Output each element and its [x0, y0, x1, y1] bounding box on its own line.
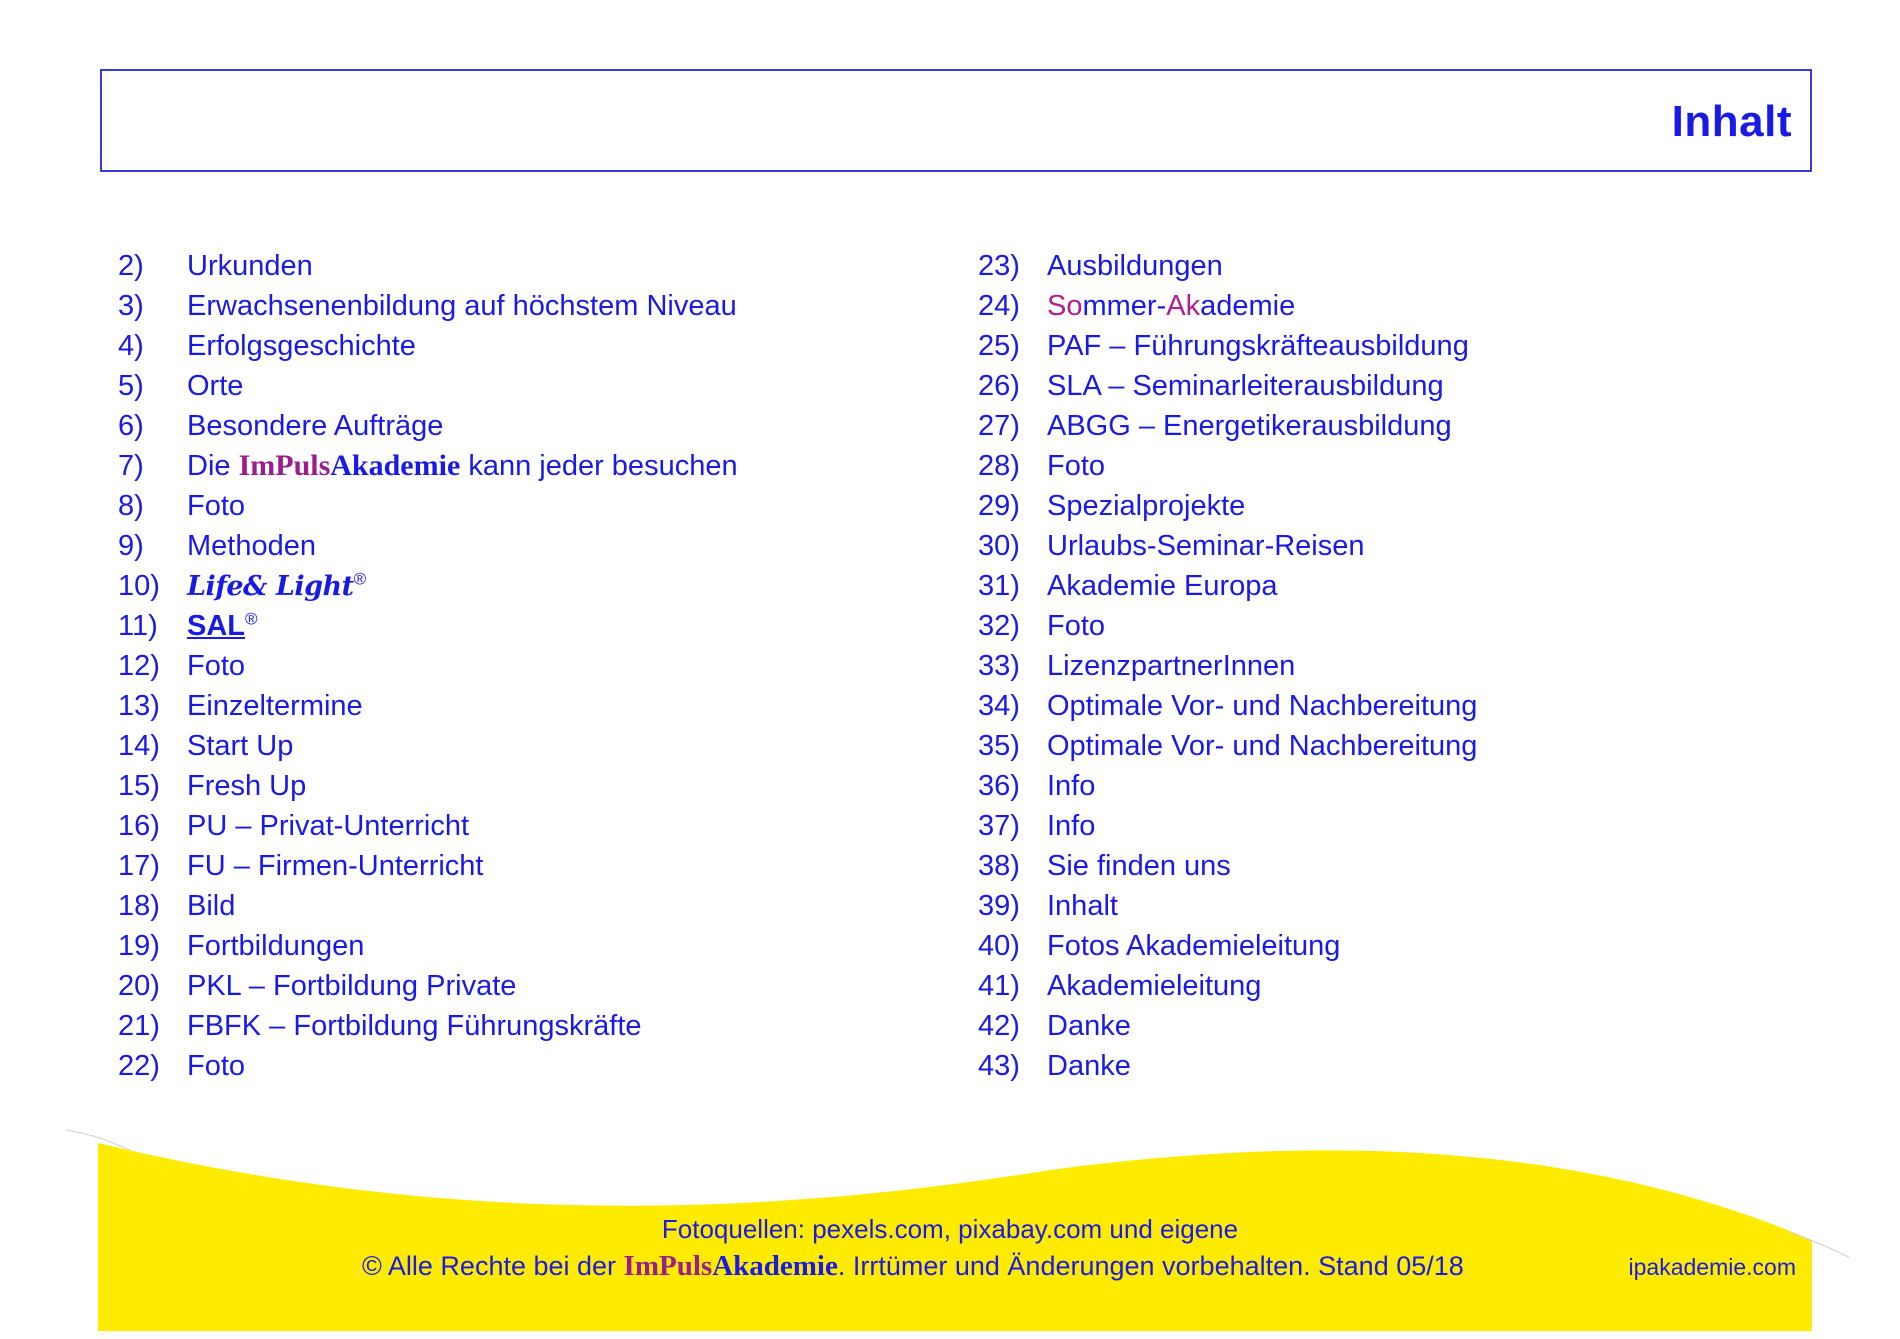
toc-label: Akademie Europa	[1047, 570, 1278, 602]
toc-item[interactable]	[978, 366, 1477, 406]
toc-number: 4)	[118, 330, 144, 362]
toc-item[interactable]	[978, 806, 1477, 846]
toc-number: 37)	[978, 810, 1020, 842]
label-part-so: So	[1047, 290, 1083, 322]
toc-item[interactable]	[118, 1046, 738, 1086]
toc-number: 43)	[978, 1050, 1020, 1082]
toc-item[interactable]	[978, 606, 1477, 646]
toc-item[interactable]	[978, 646, 1477, 686]
toc-number: 21)	[118, 1010, 160, 1042]
label-part-ademie: ademie	[1200, 290, 1296, 322]
toc-label: Info	[1047, 810, 1096, 842]
toc-label: Einzeltermine	[187, 690, 363, 722]
toc-label: ABGG – Energetikerausbildung	[1047, 410, 1452, 442]
toc-number: 29)	[978, 490, 1020, 522]
toc-label: Erwachsenenbildung auf höchstem Niveau	[187, 290, 737, 322]
toc-label: Erfolgsgeschichte	[187, 330, 416, 362]
toc-number: 36)	[978, 770, 1020, 802]
toc-label: Danke	[1047, 1010, 1131, 1042]
toc-right-column	[978, 246, 1477, 1086]
toc-number: 5)	[118, 370, 144, 402]
toc-number: 17)	[118, 850, 160, 882]
toc-label: PKL – Fortbildung Private	[187, 970, 517, 1002]
toc-label: Urlaubs-Seminar-Reisen	[1047, 530, 1365, 562]
toc-number: 15)	[118, 770, 160, 802]
toc-item[interactable]	[978, 1046, 1477, 1086]
toc-number: 27)	[978, 410, 1020, 442]
toc-label: Orte	[187, 370, 244, 402]
toc-label: Optimale Vor- und Nachbereitung	[1047, 730, 1478, 762]
toc-label	[187, 450, 738, 482]
toc-item[interactable]	[118, 486, 738, 526]
toc-label: FU – Firmen-Unterricht	[187, 850, 484, 882]
toc-item[interactable]	[118, 566, 738, 606]
toc-number: 41)	[978, 970, 1020, 1002]
toc-item[interactable]	[118, 446, 738, 486]
toc-label: Foto	[187, 490, 246, 522]
toc-label: Urkunden	[187, 250, 313, 282]
toc-label: Info	[1047, 770, 1096, 802]
toc-item[interactable]	[978, 406, 1477, 446]
toc-label: Bild	[187, 890, 236, 922]
brand-part-impuls: ImPuls	[623, 1250, 713, 1282]
toc-item[interactable]	[118, 1006, 738, 1046]
toc-number: 20)	[118, 970, 160, 1002]
toc-label: Spezialprojekte	[1047, 490, 1246, 522]
toc-item[interactable]	[978, 726, 1477, 766]
toc-number: 40)	[978, 930, 1020, 962]
toc-item[interactable]	[978, 526, 1477, 566]
toc-label: Foto	[1047, 450, 1106, 482]
toc-label: Fortbildungen	[187, 930, 365, 962]
toc-number: 18)	[118, 890, 160, 922]
title-box	[100, 69, 1812, 172]
toc-item[interactable]	[118, 726, 738, 766]
copyright-suffix: . Irrtümer und Änderungen vorbehalten. Stand 05/18	[837, 1251, 1464, 1281]
toc-number: 6)	[118, 410, 144, 442]
toc-number: 22)	[118, 1050, 160, 1082]
toc-number: 31)	[978, 570, 1020, 602]
toc-item[interactable]	[118, 646, 738, 686]
toc-number: 2)	[118, 250, 144, 282]
toc-item[interactable]	[118, 366, 738, 406]
toc-item[interactable]	[118, 526, 738, 566]
toc-item[interactable]	[978, 846, 1477, 886]
toc-number: 14)	[118, 730, 160, 762]
toc-number: 23)	[978, 250, 1020, 282]
toc-item[interactable]	[978, 1006, 1477, 1046]
toc-label-prefix: Die	[187, 450, 239, 482]
toc-label: Methoden	[187, 530, 316, 562]
page-title: Inhalt	[1671, 97, 1792, 146]
toc-label: PAF – Führungskräfteausbildung	[1047, 330, 1469, 362]
toc-number: 9)	[118, 530, 144, 562]
toc-item[interactable]	[118, 326, 738, 366]
toc-number: 34)	[978, 690, 1020, 722]
toc-label: Foto	[187, 1050, 246, 1082]
toc-item[interactable]	[118, 606, 738, 646]
brand-part-akademie: Akademie	[712, 1250, 838, 1282]
toc-label: Inhalt	[1047, 890, 1118, 922]
toc-label: PU – Privat-Unterricht	[187, 810, 470, 842]
life-and-light-logo-text	[187, 571, 354, 602]
toc-item[interactable]	[118, 846, 738, 886]
toc-item[interactable]	[118, 926, 738, 966]
label-part-ak: Ak	[1166, 290, 1201, 322]
toc-number: 35)	[978, 730, 1020, 762]
toc-number: 25)	[978, 330, 1020, 362]
toc-left-column	[118, 246, 738, 1086]
toc-item[interactable]	[978, 246, 1477, 286]
toc-number: 3)	[118, 290, 144, 322]
copyright-prefix: © Alle Rechte bei der	[362, 1251, 624, 1281]
website-link[interactable]: ipakademie.com	[1628, 1254, 1796, 1280]
toc-item[interactable]	[118, 686, 738, 726]
copyright-text	[362, 1250, 1464, 1283]
toc-item[interactable]	[118, 966, 738, 1006]
toc-item[interactable]	[978, 686, 1477, 726]
photo-sources-text: Fotoquellen: pexels.com, pixabay.com und eigene	[661, 1214, 1239, 1244]
toc-label	[1047, 290, 1295, 322]
toc-number: 24)	[978, 290, 1020, 322]
toc-number: 10)	[118, 570, 160, 602]
ampersand-text: &	[243, 571, 276, 602]
toc-item[interactable]	[978, 886, 1477, 926]
toc-number: 32)	[978, 610, 1020, 642]
label-part-mmer: mmer-	[1082, 290, 1167, 322]
toc-label: LizenzpartnerInnen	[1047, 650, 1296, 682]
life-text: Life	[187, 571, 244, 602]
toc-number: 12)	[118, 650, 160, 682]
toc-item[interactable]	[118, 886, 738, 926]
toc-label: Fresh Up	[187, 770, 307, 802]
toc-item[interactable]	[978, 326, 1477, 366]
registered-mark: ®	[245, 609, 258, 629]
toc-label: Danke	[1047, 1050, 1131, 1082]
toc-label: Ausbildungen	[1047, 250, 1223, 282]
toc-label: Fotos Akademieleitung	[1047, 930, 1341, 962]
toc-item[interactable]	[118, 806, 738, 846]
toc-number: 30)	[978, 530, 1020, 562]
toc-item[interactable]	[978, 446, 1477, 486]
toc-item[interactable]	[118, 406, 738, 446]
toc-label: Start Up	[187, 730, 294, 762]
registered-mark: ®	[353, 569, 367, 589]
toc-number: 11)	[118, 610, 158, 642]
toc-item[interactable]	[978, 566, 1477, 606]
toc-item[interactable]	[118, 766, 738, 806]
brand-part-akademie: Akademie	[330, 449, 461, 482]
toc-label: FBFK – Fortbildung Führungskräfte	[187, 1010, 642, 1042]
toc-label: Sie finden uns	[1047, 850, 1231, 882]
toc-number: 39)	[978, 890, 1020, 922]
toc-number: 26)	[978, 370, 1020, 402]
toc-label: SLA – Seminarleiterausbildung	[1047, 370, 1444, 402]
toc-item[interactable]	[118, 286, 738, 326]
toc-label: Optimale Vor- und Nachbereitung	[1047, 690, 1478, 722]
brand-wordmark	[239, 449, 461, 482]
toc-label-suffix: kann jeder besuchen	[460, 450, 738, 482]
toc-item[interactable]	[978, 766, 1477, 806]
toc-label: Foto	[1047, 610, 1106, 642]
brand-part-impuls: ImPuls	[238, 449, 331, 482]
toc-item[interactable]	[978, 286, 1477, 326]
toc-item[interactable]	[118, 246, 738, 286]
toc-number: 38)	[978, 850, 1020, 882]
toc-item[interactable]	[978, 486, 1477, 526]
toc-item[interactable]	[978, 926, 1477, 966]
toc-number: 13)	[118, 690, 160, 722]
toc-number: 7)	[118, 450, 144, 482]
toc-number: 28)	[978, 450, 1020, 482]
toc-number: 42)	[978, 1010, 1020, 1042]
toc-label: Akademieleitung	[1047, 970, 1262, 1002]
light-text: Light	[275, 571, 354, 602]
toc-number: 16)	[118, 810, 160, 842]
toc-number: 33)	[978, 650, 1020, 682]
brand-wordmark	[624, 1250, 838, 1282]
toc-label: Foto	[187, 650, 246, 682]
toc-item[interactable]	[978, 966, 1477, 1006]
toc-label: Besondere Aufträge	[187, 410, 444, 442]
sal-link[interactable]: SAL	[187, 610, 245, 642]
toc-number: 8)	[118, 490, 144, 522]
toc-number: 19)	[118, 930, 160, 962]
